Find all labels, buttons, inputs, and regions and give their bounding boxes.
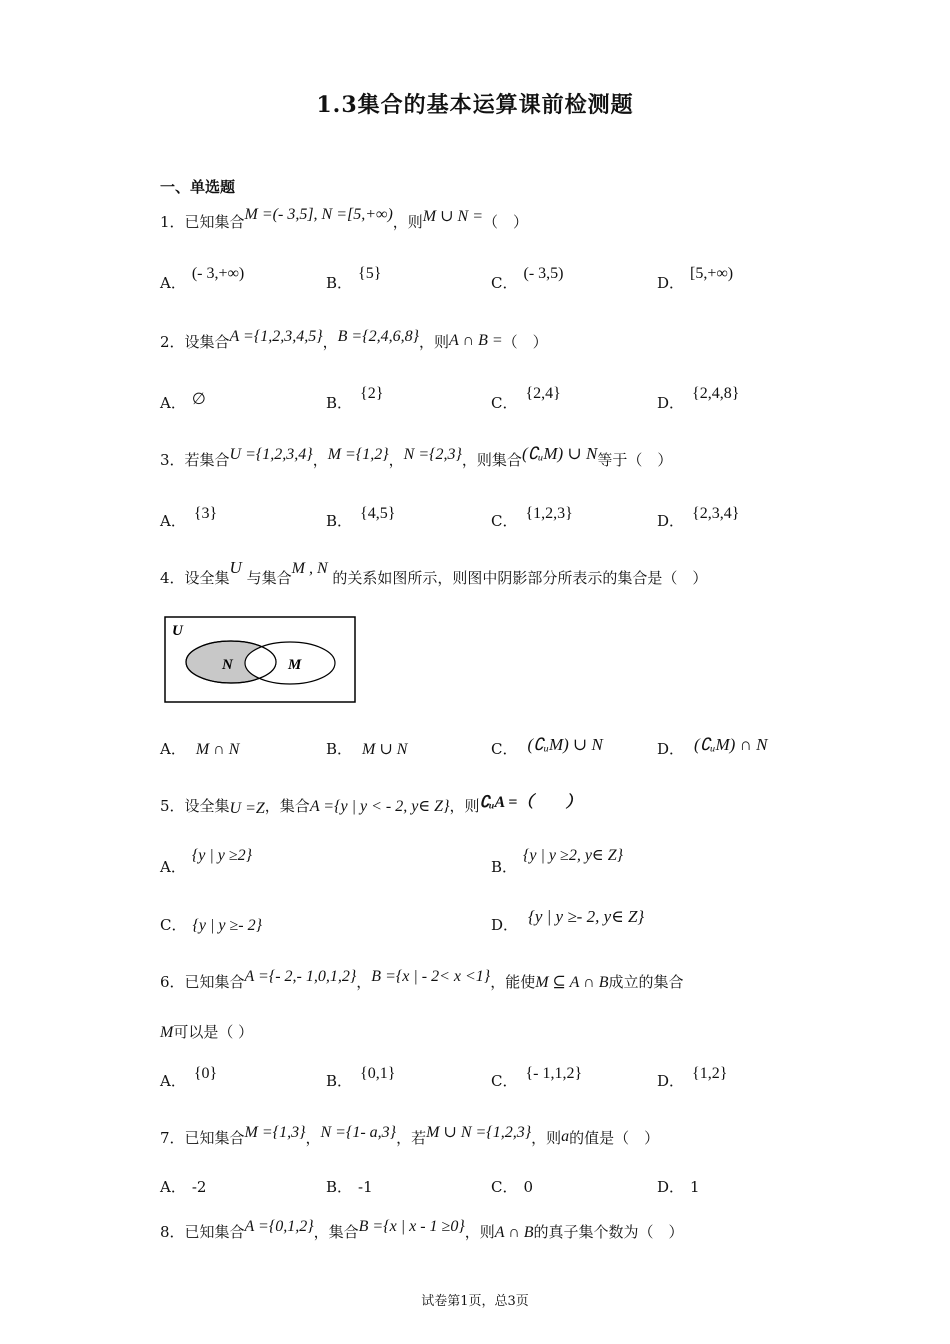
- universe-label: U: [172, 623, 183, 639]
- q8-text-a: 8．已知集合: [160, 1223, 245, 1241]
- q5-text-a: 5．设全集: [160, 797, 230, 815]
- q7-text-b: ，: [305, 1129, 321, 1147]
- q7-text-c: ，若: [396, 1129, 427, 1147]
- question-6-line2: [160, 1022, 253, 1043]
- q5-math-c: ∁ᵤA =（ ）: [479, 794, 582, 811]
- q7-option-d[interactable]: D． 1: [657, 1178, 700, 1196]
- q1-option-c[interactable]: C．(- 3,5): [491, 265, 564, 292]
- q6-text-b: ，: [356, 973, 372, 991]
- q6-text-d: 成立的集合: [608, 973, 684, 991]
- q2-text-c: ，则: [419, 333, 450, 351]
- q6-math-c: M ⊆ A ∩ B: [535, 974, 609, 991]
- q6-line2-text: 可以是（ ）: [173, 1023, 254, 1041]
- q4-text-c: 的关系如图所示，则图中阴影部分所表示的集合是（ ）: [332, 569, 708, 587]
- q1-option-d[interactable]: D．[5,+∞): [657, 265, 734, 292]
- venn-diagram: [164, 616, 358, 704]
- q4-option-a[interactable]: A． M ∩ N: [160, 740, 240, 758]
- q5-math-b: A ={y | y < - 2, y∈ Z}: [309, 798, 450, 815]
- q6-option-b[interactable]: B． {0,1}: [326, 1065, 396, 1090]
- q2-math-a: A ={1,2,3,4,5}: [229, 328, 323, 345]
- question-3-stem: [160, 444, 673, 471]
- q3-text-c: ，: [388, 451, 404, 469]
- q6-option-d[interactable]: D． {1,2}: [657, 1065, 728, 1090]
- q6-math-b: B ={x | - 2< x <1}: [371, 968, 491, 985]
- q3-text-b: ，: [312, 451, 328, 469]
- q5-text-c: ，则: [449, 797, 480, 815]
- q8-text-b: ，集合: [313, 1223, 359, 1241]
- q5-option-d[interactable]: D． {y | y ≥- 2, y∈ Z}: [491, 907, 645, 934]
- q7-text-a: 7．已知集合: [160, 1129, 245, 1147]
- q7-text-e: 的值是（ ）: [569, 1129, 660, 1147]
- q5-math-a: U =Z: [229, 800, 265, 817]
- q6-line2-math: M: [160, 1024, 174, 1041]
- q7-option-c[interactable]: C． 0: [491, 1178, 534, 1196]
- q4-text-a: 4．设全集: [160, 569, 230, 587]
- q2-option-b[interactable]: B．{2}: [326, 385, 384, 412]
- q8-math-c: A ∩ B: [494, 1224, 534, 1241]
- q3-option-d[interactable]: D． {2,3,4}: [657, 505, 740, 530]
- q8-math-a: A ={0,1,2}: [244, 1218, 314, 1235]
- q7-option-a[interactable]: A． -2: [160, 1178, 207, 1196]
- q6-text-c: ，能使: [490, 973, 536, 991]
- q4-text-b: 与集合: [246, 569, 292, 587]
- q4-math-a: U: [229, 558, 242, 577]
- page-footer: 试卷第1页，总3页: [421, 1294, 529, 1309]
- q1-text-c: （ ）: [483, 213, 529, 231]
- q2-math-c: A ∩ B =: [449, 332, 503, 349]
- q3-text-a: 3．若集合: [160, 451, 230, 469]
- q7-math-d: a: [561, 1128, 570, 1145]
- q2-option-c[interactable]: C．{2,4}: [491, 385, 561, 412]
- question-4-stem: [160, 558, 708, 589]
- q1-text-b: ，则: [392, 213, 423, 231]
- q7-text-d: ，则: [531, 1129, 562, 1147]
- q5-text-b: ，集合: [264, 797, 310, 815]
- q4-math-b: M , N: [291, 560, 328, 577]
- q7-option-b[interactable]: B． -1: [326, 1178, 373, 1196]
- q3-math-c: N ={2,3}: [403, 446, 462, 463]
- q3-text-d: ，则集合: [461, 451, 522, 469]
- q7-math-c: M ∪ N ={1,2,3}: [426, 1124, 532, 1141]
- q8-text-c: ，则: [464, 1223, 495, 1241]
- q3-text-e: 等于（ ）: [597, 451, 673, 469]
- q2-text-d: （ ）: [502, 333, 548, 351]
- q2-math-b: B ={2,4,6,8}: [337, 328, 420, 345]
- set-m-label: M: [288, 657, 302, 673]
- q1-text-a: 1．已知集合: [160, 213, 245, 231]
- q5-option-c[interactable]: C． {y | y ≥- 2}: [160, 916, 262, 934]
- question-5-stem: [160, 796, 581, 817]
- q2-text-b: ，: [322, 333, 338, 351]
- q1-math-b: M ∪ N =: [422, 208, 483, 225]
- q6-option-c[interactable]: C． {- 1,1,2}: [491, 1065, 583, 1090]
- q8-math-b: B ={x | x - 1 ≥0}: [358, 1218, 465, 1235]
- section-heading: 一、单选题: [160, 178, 236, 196]
- q3-option-a[interactable]: A． {3}: [160, 505, 218, 530]
- q5-option-a[interactable]: A．{y | y ≥2}: [160, 847, 253, 876]
- q4-option-d[interactable]: D． (∁ᵤM) ∩ N: [657, 735, 768, 758]
- page-title: 1.3集合的基本运算课前检测题: [316, 92, 634, 118]
- q6-option-a[interactable]: A． {0}: [160, 1065, 218, 1090]
- question-7-stem: [160, 1124, 660, 1149]
- q2-option-d[interactable]: D．{2,4,8}: [657, 385, 740, 412]
- q3-option-b[interactable]: B． {4,5}: [326, 505, 396, 530]
- q4-option-c[interactable]: C． (∁ᵤM) ∪ N: [491, 735, 603, 758]
- question-2-stem: [160, 328, 548, 353]
- q3-option-c[interactable]: C． {1,2,3}: [491, 505, 573, 530]
- q6-math-a: A ={- 2,- 1,0,1,2}: [244, 968, 357, 985]
- q2-option-a[interactable]: A． ∅: [160, 391, 206, 412]
- question-8-stem: [160, 1218, 684, 1243]
- q2-text-a: 2．设集合: [160, 333, 230, 351]
- question-1-stem: [160, 206, 529, 233]
- q1-math-a: M =(- 3,5], N =[5,+∞): [244, 206, 393, 223]
- question-6-stem: [160, 968, 684, 993]
- q6-text-a: 6．已知集合: [160, 973, 245, 991]
- q3-math-b: M ={1,2}: [327, 446, 389, 463]
- q4-option-b[interactable]: B． M ∪ N: [326, 740, 408, 758]
- q1-option-a[interactable]: A．(- 3,+∞): [160, 265, 245, 292]
- q5-option-b[interactable]: B．{y | y ≥2, y∈ Z}: [491, 847, 624, 876]
- q8-text-d: 的真子集个数为（ ）: [533, 1223, 684, 1241]
- q1-option-b[interactable]: B．{5}: [326, 265, 382, 292]
- q7-math-a: M ={1,3}: [244, 1124, 306, 1141]
- set-n-label: N: [222, 657, 233, 673]
- q3-math-d: (∁ᵤM) ∪ N: [521, 444, 598, 463]
- q3-math-a: U ={1,2,3,4}: [229, 446, 313, 463]
- q7-math-b: N ={1- a,3}: [320, 1124, 397, 1141]
